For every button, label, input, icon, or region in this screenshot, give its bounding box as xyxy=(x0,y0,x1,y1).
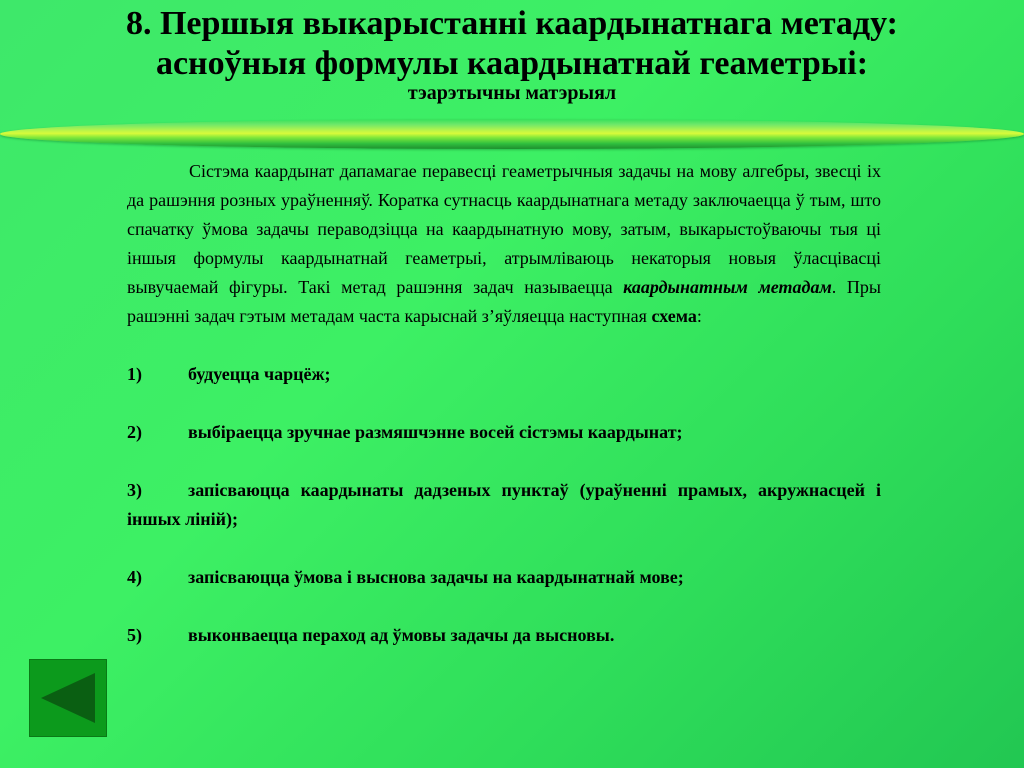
slide-header xyxy=(0,0,1024,120)
method-term: каардынатным метадам xyxy=(623,277,832,297)
slide-content xyxy=(127,157,881,650)
slide-subtitle: тэарэтычны матэрыял xyxy=(407,82,617,104)
header-divider-bar xyxy=(0,119,1024,149)
intro-text-part-3: : xyxy=(696,306,702,326)
scheme-step xyxy=(127,418,881,447)
intro-text-part-1: Сістэма каардынат дапамагае перавесці геаметрычныя задачы на мову алгебры, звесці іх да рашэння розных ураўненняў. Коратка сутнасць каардынатнага метаду заключаецца ў тым, што спачатку ўмова задачы пераводзіцца на каардынатную мову, затым, выкарыстоўваючы тыя ці іншыя формулы каардынатнай геаметрыі, атрымліваюць некаторыя новыя ўласцівасці вывучаемай фігуры. Такі метад рашэння задач называецца xyxy=(127,161,881,297)
step-text: выконваецца пераход ад ўмовы задачы да высновы. xyxy=(188,625,615,645)
step-number: 4) xyxy=(127,567,142,587)
slide-title-line-2: асноўныя формулы каардынатнай геаметрыі: xyxy=(155,45,869,82)
scheme-step xyxy=(127,563,881,592)
triangle-left-shape xyxy=(41,673,95,723)
scheme-steps-list xyxy=(127,360,881,650)
step-number: 5) xyxy=(127,625,142,645)
scheme-term: схема xyxy=(651,306,697,326)
step-text: выбіраецца зручнае размяшчэнне восей сістэмы каардынат; xyxy=(188,422,683,442)
step-number: 1) xyxy=(127,364,142,384)
step-number: 2) xyxy=(127,422,142,442)
intro-paragraph xyxy=(127,157,881,331)
step-number: 3) xyxy=(127,480,142,500)
step-text: запісваюцца ўмова і выснова задачы на каардынатнай мове; xyxy=(188,567,684,587)
scheme-step xyxy=(127,621,881,650)
slide-title-line-1: 8. Першыя выкарыстанні каардынатнага метаду: xyxy=(125,5,899,42)
step-text: будуецца чарцёж; xyxy=(188,364,331,384)
step-text: запісваюцца каардынаты дадзеных пунктаў (ураўненні прамых, акружнасцей і іншых ліній); xyxy=(127,480,881,529)
scheme-step xyxy=(127,360,881,389)
back-button[interactable] xyxy=(29,659,107,737)
triangle-left-icon xyxy=(29,659,107,737)
intro-text-part-2: . Пры рашэнні задач гэтым метадам часта карыснай з’яўляецца наступная xyxy=(127,277,881,326)
scheme-step xyxy=(127,476,881,534)
